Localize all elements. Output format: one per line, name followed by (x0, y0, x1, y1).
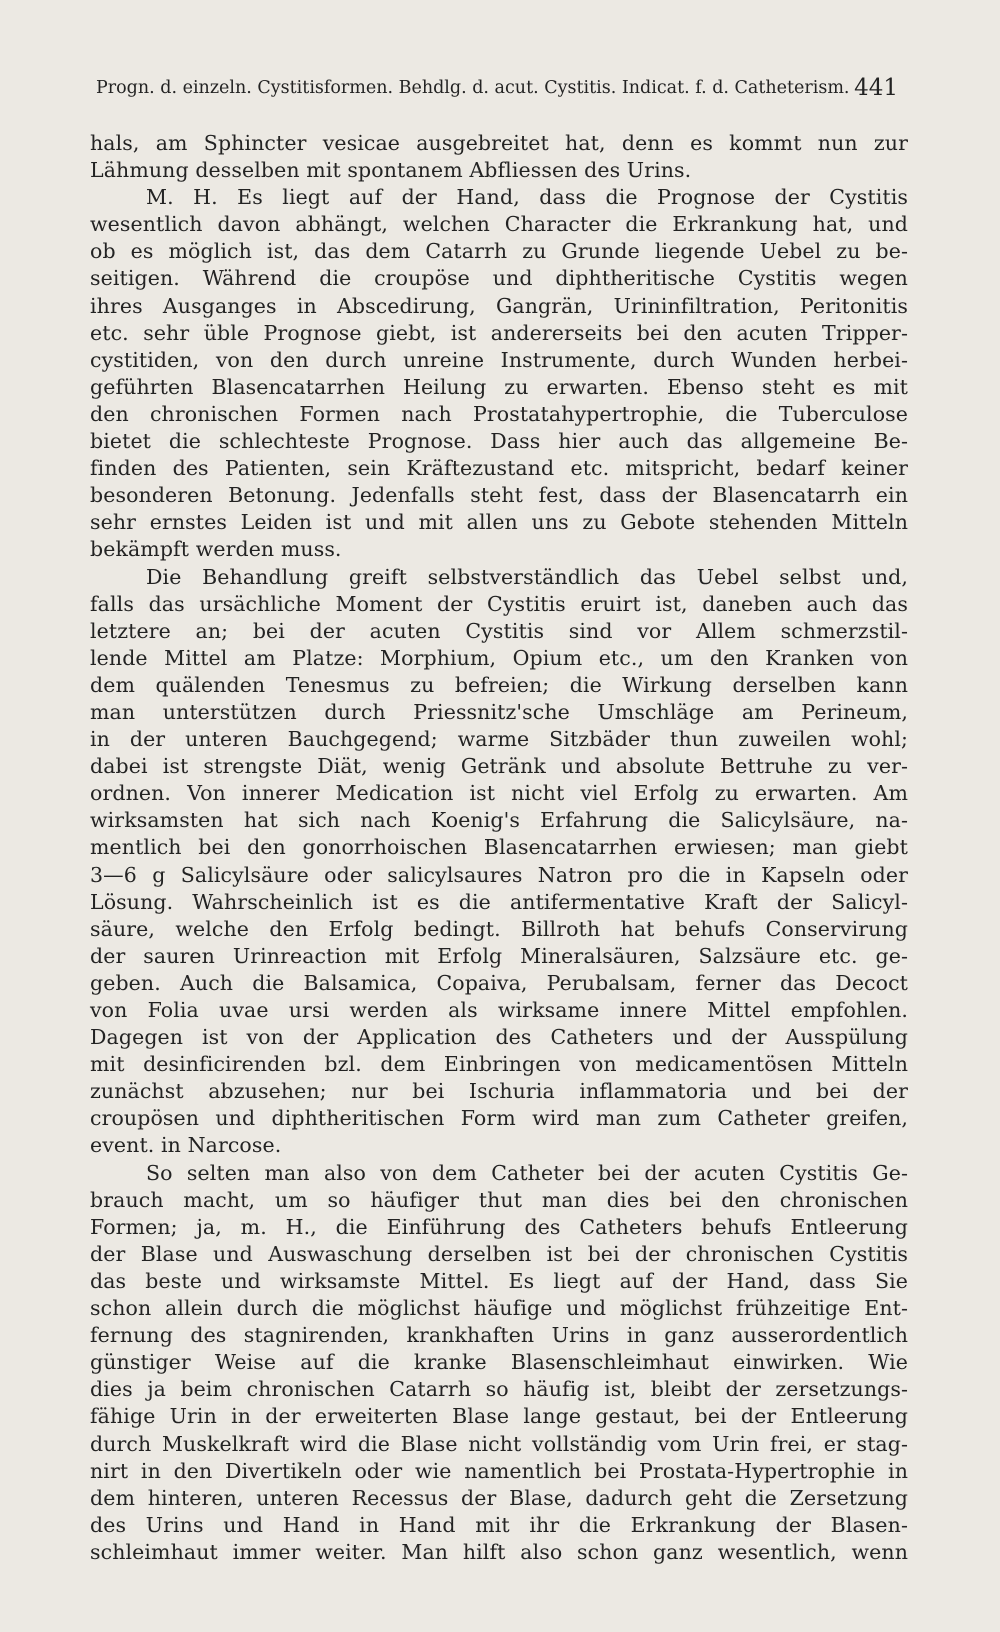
text-line: 3—6 g Salicylsäure oder salicylsaures Natron pro die in Kapseln oder (90, 862, 908, 887)
text-line: So selten man also von dem Catheter bei der acuten Cystitis Ge- (146, 1160, 908, 1185)
text-line: cystitiden, von den durch unreine Instrumente, durch Wunden herbei- (90, 347, 908, 372)
text-line: finden des Patienten, sein Kräftezustand etc. mitspricht, bedarf keiner (90, 456, 908, 481)
text-line: bekämpft werden muss. (90, 537, 342, 562)
text-line: geben. Auch die Balsamica, Copaiva, Perubalsam, ferner das Decoct (90, 970, 908, 995)
text-line: der sauren Urinreaction mit Erfolg Mineralsäuren, Salzsäure etc. ge- (90, 943, 908, 968)
text-line: mentlich bei den gonorrhoischen Blasencatarrhen erwiesen; man giebt (90, 835, 908, 860)
text-line: das beste und wirksamste Mittel. Es liegt auf der Hand, dass Sie (90, 1268, 908, 1293)
text-line: schleimhaut immer weiter. Man hilft also schon ganz wesentlich, wenn (90, 1539, 908, 1564)
text-line: seitigen. Während die croupöse und diphtheritische Cystitis wegen (90, 266, 908, 291)
text-line: Dagegen ist von der Application des Catheters und der Ausspülung (90, 1025, 908, 1050)
text-line: dies ja beim chronischen Catarrh so häufig ist, bleibt der zersetzungs- (90, 1377, 908, 1402)
page-number: 441 (854, 75, 898, 101)
text-line: event. in Narcose. (90, 1133, 282, 1158)
running-title: Progn. d. einzeln. Cystitisformen. Behdlg. d. acut. Cystitis. Indicat. f. d. Catheterism. (96, 78, 850, 98)
text-line: dabei ist strengste Diät, wenig Getränk und absolute Bettruhe zu ver- (90, 754, 908, 779)
text-line: des Urins und Hand in Hand mit ihr die Erkrankung der Blasen- (90, 1512, 908, 1537)
text-line: hals, am Sphincter vesicae ausgebreitet hat, denn es kommt nun zur (90, 131, 908, 155)
running-head (96, 72, 916, 106)
text-line: sehr ernstes Leiden ist und mit allen uns zu Gebote stehenden Mitteln (90, 510, 908, 535)
text-line: dem quälenden Tenesmus zu befreien; die Wirkung derselben kann (90, 672, 908, 697)
text-line: fähige Urin in der erweiterten Blase lange gestaut, bei der Entleerung (90, 1404, 908, 1429)
text-line: Formen; ja, m. H., die Einführung des Catheters behufs Entleerung (90, 1214, 908, 1239)
text-line: croupösen und diphtheritischen Form wird man zum Catheter greifen, (90, 1106, 908, 1131)
text-line: ihres Ausganges in Abscedirung, Gangrän, Urininfiltration, Peritonitis (90, 293, 908, 318)
text-line: nirt in den Divertikeln oder wie namentlich bei Prostata-Hypertrophie in (90, 1458, 908, 1483)
text-line: falls das ursächliche Moment der Cystitis eruirt ist, daneben auch das (90, 591, 908, 616)
text-line: schon allein durch die möglichst häufige und möglichst frühzeitige Ent- (90, 1296, 908, 1321)
text-line: fernung des stagnirenden, krankhaften Urins in ganz ausserordentlich (90, 1323, 908, 1348)
text-line: wesentlich davon abhängt, welchen Character die Erkrankung hat, und (90, 212, 908, 237)
text-line: zunächst abzusehen; nur bei Ischuria inflammatoria und bei der (90, 1079, 908, 1104)
text-line: Die Behandlung greift selbstverständlich das Uebel selbst und, (146, 564, 908, 589)
text-line: besonderen Betonung. Jedenfalls steht fest, dass der Blasencatarrh ein (90, 483, 908, 508)
text-line: in der unteren Bauchgegend; warme Sitzbäder thun zuweilen wohl; (90, 727, 908, 752)
text-line: Lösung. Wahrscheinlich ist es die antifermentative Kraft der Salicyl- (90, 889, 908, 914)
text-line: etc. sehr üble Prognose giebt, ist andererseits bei den acuten Tripper- (90, 320, 908, 345)
text-line: geführten Blasencatarrhen Heilung zu erwarten. Ebenso steht es mit (90, 374, 908, 399)
text-line: den chronischen Formen nach Prostatahypertrophie, die Tuberculose (90, 401, 908, 426)
text-line: der Blase und Auswaschung derselben ist bei der chronischen Cystitis (90, 1241, 908, 1266)
text-line: letztere an; bei der acuten Cystitis sind vor Allem schmerzstil- (90, 618, 908, 643)
text-line: günstiger Weise auf die kranke Blasenschleimhaut einwirken. Wie (90, 1350, 908, 1375)
text-line: M. H. Es liegt auf der Hand, dass die Prognose der Cystitis (146, 185, 908, 210)
text-line: ob es möglich ist, das dem Catarrh zu Grunde liegende Uebel zu be- (90, 239, 908, 264)
text-line: wirksamsten hat sich nach Koenig's Erfahrung die Salicylsäure, na- (90, 808, 908, 833)
text-line: von Folia uvae ursi werden als wirksame innere Mittel empfohlen. (90, 998, 908, 1022)
text-line: Lähmung desselben mit spontanem Abfliessen des Urins. (90, 158, 692, 183)
text-line: säure, welche den Erfolg bedingt. Billroth hat behufs Conservirung (90, 916, 908, 941)
body-text (90, 130, 908, 1566)
text-line: dem hinteren, unteren Recessus der Blase, dadurch geht die Zersetzung (90, 1485, 908, 1510)
text-line: ordnen. Von innerer Medication ist nicht viel Erfolg zu erwarten. Am (90, 781, 908, 806)
text-line: durch Muskelkraft wird die Blase nicht vollständig vom Urin frei, er stag- (90, 1431, 908, 1456)
text-line: lende Mittel am Platze: Morphium, Opium etc., um den Kranken von (90, 645, 908, 670)
text-line: bietet die schlechteste Prognose. Dass hier auch das allgemeine Be- (90, 429, 908, 454)
text-line: mit desinficirenden bzl. dem Einbringen von medicamentösen Mitteln (90, 1052, 908, 1077)
text-line: brauch macht, um so häufiger thut man dies bei den chronischen (90, 1187, 908, 1212)
text-line: man unterstützen durch Priessnitz'sche Umschläge am Perineum, (90, 699, 908, 724)
